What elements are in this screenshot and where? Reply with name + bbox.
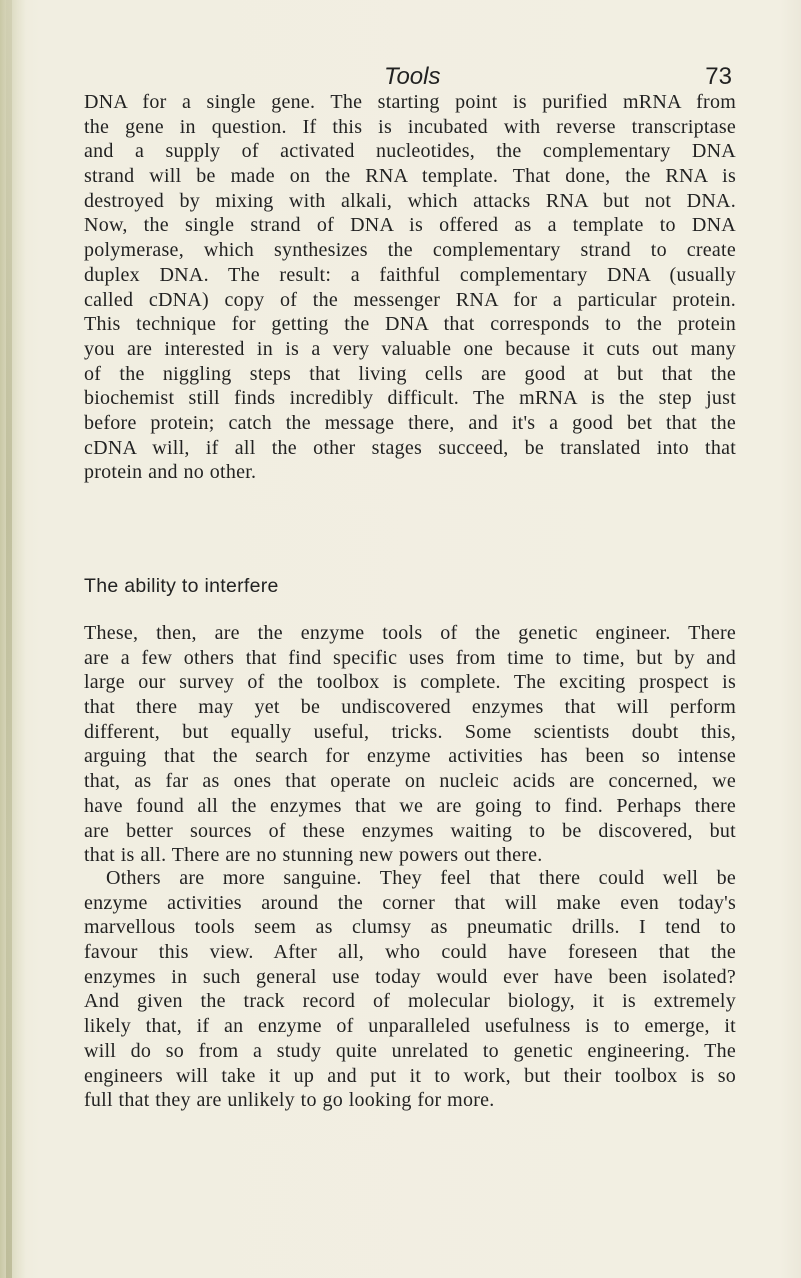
text-line: These, then, are the enzyme tools of the genetic engineer. There (84, 622, 736, 644)
running-head-section: Tools (384, 63, 441, 90)
text-line: This technique for getting the DNA that corresponds to the protein (84, 313, 736, 336)
text-line: you are interested in is a very valuable one because it cuts out many (84, 337, 736, 360)
text-line: before protein; catch the message there, and it's a good bet that the (84, 411, 736, 434)
text-line: that there may yet be undiscovered enzymes that will perform (84, 696, 736, 719)
text-line: destroyed by mixing with alkali, which attacks RNA but not DNA. (84, 189, 736, 212)
text-line: called cDNA) copy of the messenger RNA for a particular protein. (84, 288, 736, 311)
text-line: DNA for a single gene. The starting point is purified mRNA from (84, 91, 736, 113)
text-line: arguing that the search for enzyme activities has been so intense (84, 745, 736, 768)
text-line: large our survey of the toolbox is complete. The exciting prospect is (84, 671, 736, 694)
text-line: strand will be made on the RNA template. That done, the RNA is (84, 165, 736, 188)
text-line: have found all the enzymes that we are going to find. Perhaps there (84, 794, 736, 817)
text-line: the gene in question. If this is incubated with reverse transcriptase (84, 115, 736, 138)
text-line: enzymes in such general use today would ever have been isolated? (84, 965, 736, 988)
section-heading: The ability to interfere (84, 575, 279, 597)
text-line: duplex DNA. The result: a faithful complementary DNA (usually (84, 263, 736, 286)
paragraph-1 (84, 90, 736, 485)
text-line: different, but equally useful, tricks. Some scientists doubt this, (84, 720, 736, 743)
text-line: Others are more sanguine. They feel that there could well be (106, 867, 736, 889)
binding-gutter-edge (6, 0, 12, 1278)
paragraph-2 (84, 621, 736, 868)
page-number: 73 (705, 63, 732, 90)
text-line: will do so from a study quite unrelated to genetic engineering. The (84, 1039, 736, 1062)
text-line: marvellous tools seem as clumsy as pneumatic drills. I tend to (84, 916, 736, 939)
text-line: polymerase, which synthesizes the complementary strand to create (84, 239, 736, 262)
text-line: protein and no other. (84, 461, 257, 484)
text-line: biochemist still finds incredibly difficult. The mRNA is the step just (84, 387, 736, 410)
text-line: of the niggling steps that living cells are good at but that the (84, 362, 736, 385)
text-line: are a few others that find specific uses from time to time, but by and (84, 646, 736, 669)
text-line: and a supply of activated nucleotides, the complementary DNA (84, 140, 736, 163)
text-line: enzyme activities around the corner that will make even today's (84, 891, 736, 914)
text-line: Now, the single strand of DNA is offered as a template to DNA (84, 214, 736, 237)
text-line: favour this view. After all, who could have foreseen that the (84, 941, 736, 964)
text-line: cDNA will, if all the other stages succeed, be translated into that (84, 436, 736, 459)
text-line: are better sources of these enzymes waiting to be discovered, but (84, 819, 736, 842)
binding-gutter-shadow (0, 0, 26, 1278)
text-line: engineers will take it up and put it to work, but their toolbox is so (84, 1064, 736, 1087)
text-line: likely that, if an enzyme of unparalleled usefulness is to emerge, it (84, 1015, 736, 1038)
text-line: full that they are unlikely to go looking for more. (84, 1089, 495, 1112)
text-line: And given the track record of molecular biology, it is extremely (84, 990, 736, 1013)
text-line: that is all. There are no stunning new powers out there. (84, 844, 543, 867)
paragraph-3 (84, 866, 736, 1113)
text-line: that, as far as ones that operate on nucleic acids are concerned, we (84, 770, 736, 793)
